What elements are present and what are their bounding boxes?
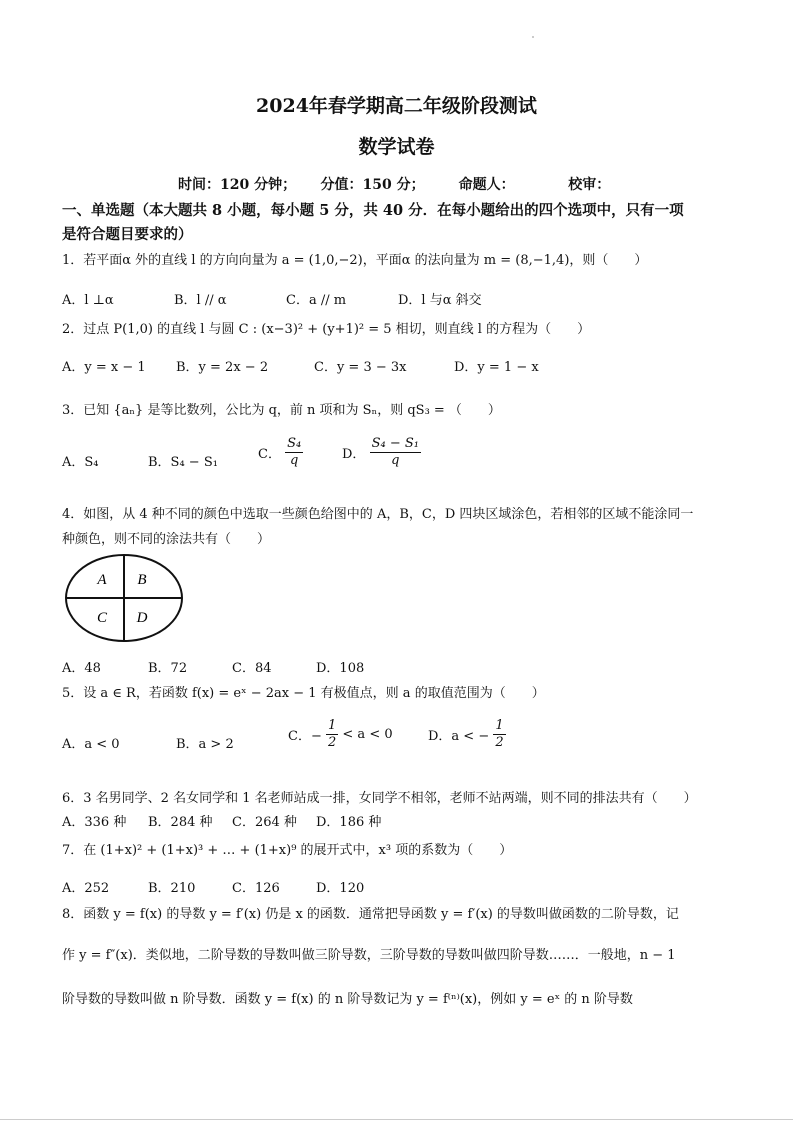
q5-option-d[interactable] [428, 718, 506, 751]
question-2: 2．过点 P(1,0) 的直线 l 与圆 C : (x−3)² + (y+1)² = 5 相切，则直线 l 的方程为（ ） [62, 322, 591, 337]
q7-option-d[interactable]: D．120 [316, 881, 365, 896]
page-title: 2024年春学期高二年级阶段测试 [256, 95, 537, 117]
region-d-label: D [136, 610, 148, 626]
q3-option-d[interactable] [342, 436, 421, 469]
q4-option-d[interactable]: D．108 [316, 661, 365, 676]
fraction-denominator: q [391, 453, 400, 468]
q2-option-a[interactable]: A．y = x − 1 [62, 360, 146, 375]
q4-option-c[interactable]: C．84 [232, 661, 272, 676]
q7-option-c[interactable]: C．126 [232, 881, 280, 896]
q5-option-c[interactable] [288, 718, 393, 751]
q5-option-a[interactable]: A．a < 0 [62, 737, 120, 752]
q5-option-c-tail: < a < 0 [342, 727, 393, 742]
fraction [285, 436, 303, 469]
region-diagram [62, 550, 186, 646]
q6-option-a[interactable]: A．336 种 [62, 815, 127, 830]
region-c-label: C [96, 610, 108, 626]
q1-option-a[interactable]: A．l ⊥α [62, 293, 114, 308]
page-bottom-edge [0, 1119, 793, 1120]
q7-option-a[interactable]: A．252 [62, 881, 110, 896]
q3-option-a[interactable]: A．S₄ [62, 455, 99, 470]
question-4-cont: 种颜色，则不同的涂法共有（ ） [62, 532, 271, 547]
q3-option-c[interactable] [258, 436, 303, 469]
q6-option-c[interactable]: C．264 种 [232, 815, 297, 830]
fraction-denominator: q [289, 453, 299, 468]
q2-option-b[interactable]: B．y = 2x − 2 [176, 360, 269, 375]
fraction [326, 718, 338, 751]
q5-option-c-label: C．− [288, 729, 322, 744]
q3-option-c-label: C． [258, 447, 281, 462]
q7-option-b[interactable]: B．210 [148, 881, 196, 896]
q3-option-b[interactable]: B．S₄ − S₁ [148, 455, 218, 470]
q2-option-d[interactable]: D．y = 1 − x [454, 360, 539, 375]
fraction [493, 718, 505, 751]
q5-option-b[interactable]: B．a > 2 [176, 737, 234, 752]
question-4: 4．如图，从 4 种不同的颜色中选取一些颜色给图中的 A，B，C，D 四块区域涂色，若相邻的区域不能涂同一 [62, 507, 694, 522]
fraction-denominator: 2 [327, 735, 337, 750]
q6-option-b[interactable]: B．284 种 [148, 815, 213, 830]
question-6: 6．3 名男同学、2 名女同学和 1 名老师站成一排，女同学不相邻，老师不站两端，则不同的排法共有（ ） [62, 791, 697, 806]
question-7: 7．在 (1+x)² + (1+x)³ + … + (1+x)⁹ 的展开式中，x³ 项的系数为（ ） [62, 843, 513, 858]
q4-option-b[interactable]: B．72 [148, 661, 188, 676]
q6-option-d[interactable]: D．186 种 [316, 815, 382, 830]
section-heading-cont: 是符合题目要求的） [62, 226, 193, 243]
exam-info: 时间：120 分钟； 分值：150 分； 命题人： 校审： [178, 177, 611, 193]
question-5: 5．设 a ∈ R，若函数 f(x) = eˣ − 2ax − 1 有极值点，则 a 的取值范围为（ ） [62, 686, 545, 701]
fraction-denominator: 2 [495, 735, 504, 750]
q3-option-d-label: D． [342, 447, 366, 462]
fraction-numerator: 1 [327, 718, 337, 733]
question-8-cont: 阶导数的导数叫做 n 阶导数．函数 y = f(x) 的 n 阶导数记为 y = f⁽ⁿ⁾(x)，例如 y = eˣ 的 n 阶导数 [62, 992, 633, 1007]
q2-option-c[interactable]: C．y = 3 − 3x [314, 360, 407, 375]
q1-option-d[interactable]: D．l 与α 斜交 [398, 293, 482, 308]
page-subtitle: 数学试卷 [358, 136, 435, 158]
question-3: 3．已知 {aₙ} 是等比数列，公比为 q，前 n 项和为 Sₙ，则 qS₃ = （ ） [62, 403, 501, 418]
question-1: 1．若平面α 外的直线 l 的方向向量为 a = (1,0,−2)，平面α 的法向量为 m = (8,−1,4)，则（ ） [62, 253, 648, 268]
fraction-numerator: S₄ [287, 436, 302, 451]
region-a-label: A [97, 572, 107, 588]
q5-option-d-label: D．a < − [428, 729, 490, 744]
question-8: 8．函数 y = f(x) 的导数 y = f′(x) 仍是 x 的函数．通常把导函数 y = f′(x) 的导数叫做函数的二阶导数，记 [62, 907, 679, 922]
fraction-numerator: 1 [495, 718, 504, 733]
fraction-numerator: S₄ − S₁ [371, 436, 419, 451]
region-b-label: B [137, 572, 147, 588]
q1-option-c[interactable]: C．a // m [286, 293, 347, 308]
section-heading: 一、单选题（本大题共 8 小题，每小题 5 分，共 40 分．在每小题给出的四个选项中，只有一项 [62, 202, 684, 219]
question-8-cont: 作 y = f″(x)．类似地，二阶导数的导数叫做三阶导数，三阶导数的导数叫做四阶导数……．一般地，n − 1 [62, 948, 676, 963]
scan-speck [532, 36, 534, 38]
q1-option-b[interactable]: B．l // α [174, 293, 227, 308]
fraction [370, 436, 421, 469]
q4-option-a[interactable]: A．48 [62, 661, 101, 676]
